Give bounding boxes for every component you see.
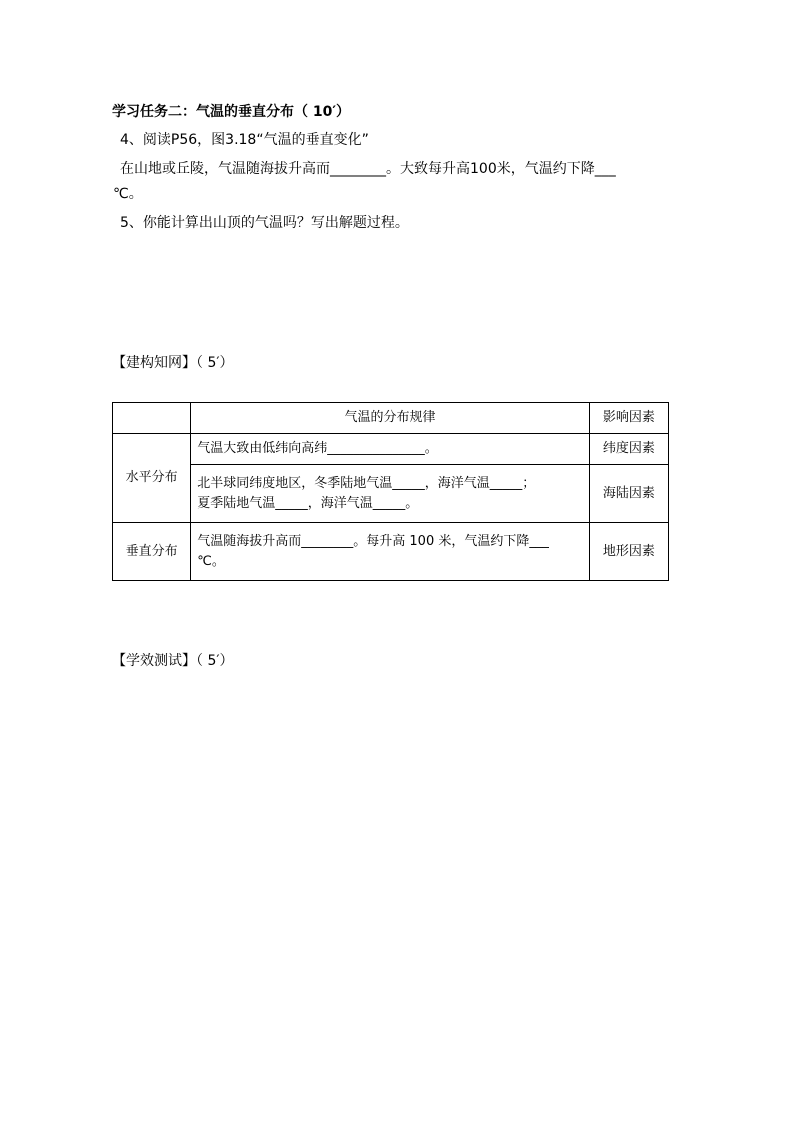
question-4-text: 在山地或丘陵，气温随海拔升高而________。大致每升高100米，气温约下降___ <box>120 161 616 177</box>
land-sea-rule-line-1: 北半球同纬度地区，冬季陆地气温_____，海洋气温_____； <box>197 475 536 491</box>
latitude-factor-cell: 纬度因素 <box>589 434 668 465</box>
task2-title: 学习任务二：气温的垂直分布（ 10′） <box>112 104 351 120</box>
effect-test-heading: 【学效测试】（ 5′） <box>112 653 234 669</box>
question-4-text-continued: ℃。 <box>113 186 143 202</box>
latitude-rule-cell: 气温大致由低纬向高纬_______________。 <box>191 434 589 465</box>
horizontal-distribution-label: 水平分布 <box>113 434 191 523</box>
land-sea-factor-cell: 海陆因素 <box>589 465 668 523</box>
land-sea-rule-line-2: 夏季陆地气温_____，海洋气温_____。 <box>197 495 419 511</box>
vertical-rule-line-1: 气温随海拔升高而________。每升高 100 米，气温约下降___ <box>197 533 549 549</box>
header-rule-cell: 气温的分布规律 <box>191 403 589 434</box>
land-sea-rule-cell <box>191 465 589 523</box>
table-row <box>113 523 669 581</box>
table-header-row <box>113 403 669 434</box>
header-factor-cell: 影响因素 <box>589 403 668 434</box>
question-4: 4、阅读P56，图3.18“气温的垂直变化” <box>120 132 369 148</box>
terrain-factor-cell: 地形因素 <box>589 523 668 581</box>
vertical-rule-line-2: ℃。 <box>197 553 225 569</box>
knowledge-network-heading: 【建构知网】（ 5′） <box>112 355 234 371</box>
table-row <box>113 465 669 523</box>
vertical-rule-cell <box>191 523 589 581</box>
question-5: 5、你能计算出山顶的气温吗？写出解题过程。 <box>120 215 409 231</box>
knowledge-network-table <box>112 402 669 581</box>
header-blank-cell <box>113 403 191 434</box>
vertical-distribution-label: 垂直分布 <box>113 523 191 581</box>
table-row <box>113 434 669 465</box>
